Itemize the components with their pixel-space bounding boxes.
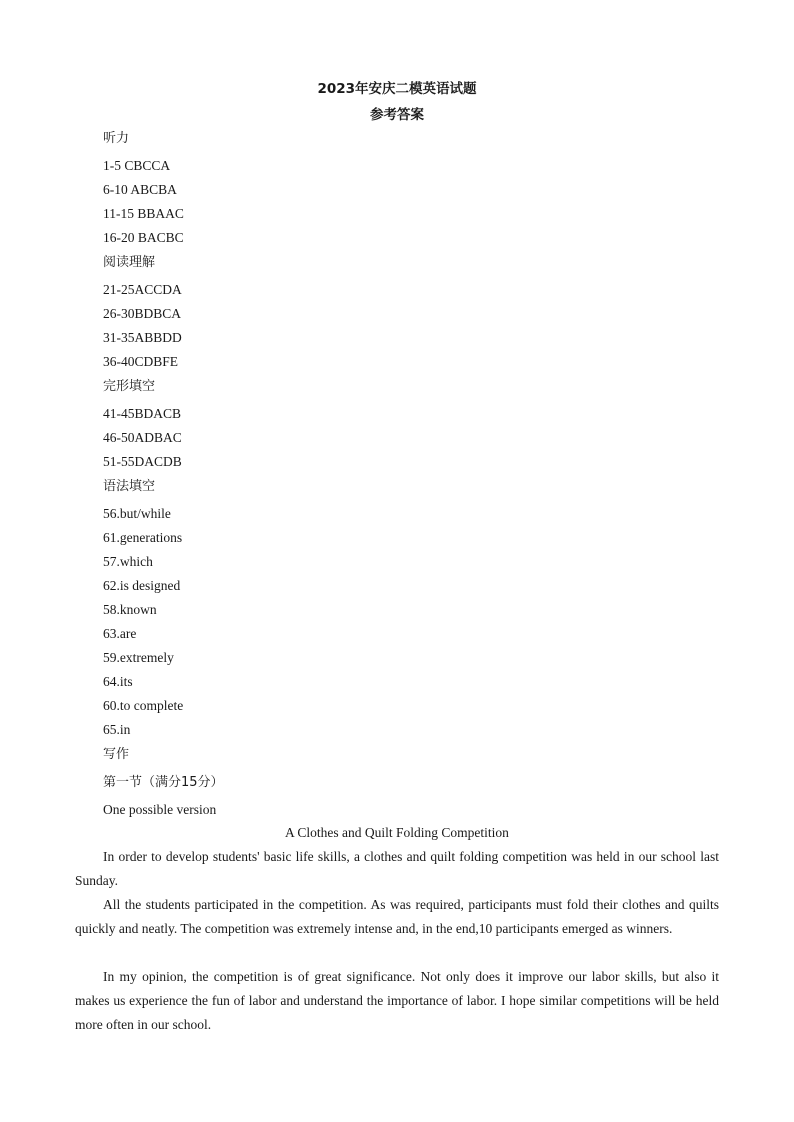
section-label-listening: 听力 (103, 131, 130, 146)
answer-line: 41-45BDACB (103, 406, 182, 421)
essay-title: A Clothes and Quilt Folding Competition (285, 825, 509, 840)
answer-line: 51-55DACDB (103, 454, 182, 469)
answer-line: 1-5 CBCCA (103, 158, 171, 173)
answer-line: 26-30BDBCA (103, 306, 182, 321)
answer-line: 6-10 ABCBA (103, 182, 177, 197)
answer-line: 16-20 BACBC (103, 230, 184, 245)
answer-line: 61.generations (103, 530, 183, 545)
section-label-cloze: 完形填空 (103, 379, 156, 394)
section-label-reading: 阅读理解 (103, 255, 156, 270)
answer-line: 60.to complete (103, 698, 184, 713)
answer-line: 36-40CDBFE (103, 354, 179, 369)
document-subtitle: 参考答案 (370, 107, 424, 123)
document-title: 2023年安庆二模英语试题 (317, 81, 477, 97)
section-label-writing: 写作 (103, 747, 130, 762)
essay-paragraph: In my opinion, the competition is of great significance. Not only does it improve our labor skills, but also it makes us experience the fun of labor and understand the importance of labor. I hope similar competitions will be held more often in our school. (75, 969, 719, 1032)
answer-line: 59.extremely (103, 650, 174, 665)
answer-line: 56.but/while (103, 506, 171, 521)
answer-line: 11-15 BBAAC (103, 206, 184, 221)
answer-line: 65.in (103, 722, 131, 737)
answer-line: 57.which (103, 554, 153, 569)
answer-line: 62.is designed (103, 578, 181, 593)
essay-paragraph: In order to develop students' basic life skills, a clothes and quilt folding competition was held in our school last Sunday. (75, 849, 719, 888)
answer-line: 64.its (103, 674, 133, 689)
section-label-grammar: 语法填空 (103, 479, 156, 494)
writing-part-label: 第一节（满分15分） (103, 775, 224, 790)
answer-line: 63.are (103, 626, 137, 641)
answer-line: 31-35ABBDD (103, 330, 182, 345)
essay-paragraph: All the students participated in the competition. As was required, participants must fold their clothes and quilts quickly and neatly. The competition was extremely intense and, in the end,10 participants emerged as winners. (75, 897, 719, 936)
answer-line: 21-25ACCDA (103, 282, 182, 297)
answer-line: 58.known (103, 602, 157, 617)
answer-line: 46-50ADBAC (103, 430, 182, 445)
sample-version-label: One possible version (103, 802, 217, 817)
